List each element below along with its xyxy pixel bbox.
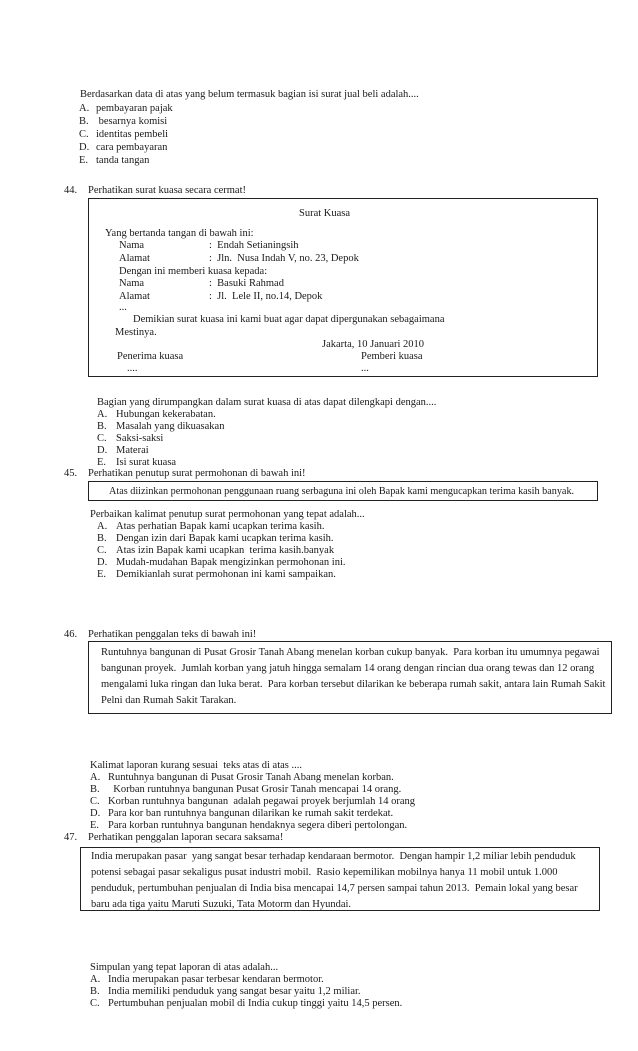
q43-option-e-letter: E.	[79, 155, 89, 166]
q46-option-d: Para kor ban runtuhnya bangunan dilarikan ke rumah sakit terdekat.	[108, 808, 394, 819]
q43-question: Berdasarkan data di atas yang belum termasuk bagian isi surat jual beli adalah....	[80, 89, 419, 100]
q47-text	[91, 849, 578, 913]
q47-option-c-letter: C.	[90, 998, 100, 1009]
q47-text-line-1: India merupakan pasar yang sangat besar terhadap kendaraan bermotor. Dengan hampir 1,2 miliar lebih penduduk	[91, 851, 576, 862]
q46-number: 46.	[64, 629, 78, 640]
q45-option-c-letter: C.	[97, 545, 107, 556]
q46-prompt: Perhatikan penggalan teks di bawah ini!	[88, 629, 257, 640]
q47-prompt: Perhatikan penggalan laporan secara saksama!	[88, 832, 284, 843]
q46-question: Kalimat laporan kurang sesuai teks atas di atas ....	[90, 760, 302, 771]
letter-name-label-2: Nama	[119, 278, 145, 289]
letter-address-label-2: Alamat	[119, 291, 150, 302]
q46-option-b-letter: B.	[90, 784, 100, 795]
letter-receiver: Penerima kuasa	[117, 351, 184, 362]
q43-option-c: identitas pembeli	[96, 129, 169, 140]
q47-option-b: India memiliki penduduk yang sangat besar yaitu 1,2 miliar.	[108, 986, 361, 997]
q43-option-e: tanda tangan	[96, 155, 150, 166]
q46-text-box	[88, 641, 612, 714]
letter-giver-dots: ...	[361, 363, 369, 374]
letter-blank-dots: ...	[119, 302, 127, 313]
q47-question: Simpulan yang tepat laporan di atas adalah...	[90, 962, 279, 973]
letter-mid: Dengan ini memberi kuasa kepada:	[119, 266, 268, 277]
q44-option-e-letter: E.	[97, 457, 107, 468]
q44-option-a-letter: A.	[97, 409, 108, 420]
q47-text-box	[80, 847, 600, 911]
q46-text-line-4: Pelni dan Rumah Sakit Tarakan.	[101, 695, 237, 706]
letter-place-date: Jakarta, 10 Januari 2010	[322, 339, 425, 350]
q46-text	[101, 645, 605, 709]
letter-giver: Pemberi kuasa	[361, 351, 423, 362]
q47-text-line-4: baru ada tiga yaitu Maruti Suzuki, Tata Motorm dan Hyundai.	[91, 899, 352, 910]
q46-text-line-2: bangunan proyek. Jumlah korban yang jatuh hingga semalam 14 orang dengan rincian dua orang tewas dan 12 orang	[101, 663, 595, 674]
q47-option-a: India merupakan pasar terbesar kendaran bermotor.	[108, 974, 324, 985]
q45-option-c: Atas izin Bapak kami ucapkan terima kasih.banyak	[116, 545, 335, 556]
q46-option-b: Korban runtuhnya bangunan Pusat Grosir Tanah mencapai 14 orang.	[108, 784, 402, 795]
letter-receiver-dots: ....	[127, 363, 138, 374]
q46-option-d-letter: D.	[90, 808, 101, 819]
letter-closing-2: Mestinya.	[115, 327, 157, 338]
letter-address-value-1: : Jln. Nusa Indah V, no. 23, Depok	[209, 253, 359, 264]
q46-option-a: Runtuhnya bangunan di Pusat Grosir Tanah Abang menelan korban.	[108, 772, 394, 783]
q44-prompt: Perhatikan surat kuasa secara cermat!	[88, 185, 247, 196]
letter-closing-1: Demikian surat kuasa ini kami buat agar dapat dipergunakan sebagaimana	[133, 314, 445, 325]
q44-option-d-letter: D.	[97, 445, 108, 456]
letter-address-label-1: Alamat	[119, 253, 150, 264]
q45-closing-box	[88, 481, 598, 501]
q43-option-a-letter: A.	[79, 103, 90, 114]
q44-option-e: Isi surat kuasa	[116, 457, 177, 468]
q44-option-a: Hubungan kekerabatan.	[116, 409, 216, 420]
q45-question: Perbaikan kalimat penutup surat permohonan yang tepat adalah...	[90, 509, 365, 520]
q45-closing-text: Atas diizinkan permohonan penggunaan ruang serbaguna ini oleh Bapak kami mengucapkan terima kasih banyak.	[109, 486, 575, 497]
q43-option-b: besarnya komisi	[96, 116, 168, 127]
q44-option-c-letter: C.	[97, 433, 107, 444]
q47-option-b-letter: B.	[90, 986, 100, 997]
q47-text-line-2: potensi sebagai pasar sekaligus pusat industri mobil. Rasio kepemilikan mobilnya hanya 11 mobil untuk 1.000	[91, 867, 558, 878]
q46-option-e: Para korban runtuhnya bangunan hendaknya segera diberi pertolongan.	[108, 820, 408, 831]
q45-option-b-letter: B.	[97, 533, 107, 544]
q47-number: 47.	[64, 832, 78, 843]
q45-prompt: Perhatikan penutup surat permohonan di bawah ini!	[88, 468, 306, 479]
q44-letter-box	[88, 198, 598, 377]
q44-option-b-letter: B.	[97, 421, 107, 432]
q44-option-c: Saksi-saksi	[116, 433, 164, 444]
q43-option-b-letter: B.	[79, 116, 89, 127]
q43-option-d-letter: D.	[79, 142, 90, 153]
q45-option-e: Demikianlah surat permohonan ini kami sampaikan.	[116, 569, 336, 580]
q44-number: 44.	[64, 185, 78, 196]
q45-option-d: Mudah-mudahan Bapak mengizinkan permohonan ini.	[116, 557, 346, 568]
q45-option-a-letter: A.	[97, 521, 108, 532]
q46-text-line-1: Runtuhnya bangunan di Pusat Grosir Tanah Abang menelan korban cukup banyak. Para korban itu umumnya pegawai	[101, 647, 600, 658]
q45-option-b: Dengan izin dari Bapak kami ucapkan terima kasih.	[116, 533, 334, 544]
q43-option-a: pembayaran pajak	[96, 103, 173, 114]
q43-option-c-letter: C.	[79, 129, 89, 140]
q47-option-a-letter: A.	[90, 974, 101, 985]
q46-option-c: Korban runtuhnya bangunan adalah pegawai proyek berjumlah 14 orang	[108, 796, 416, 807]
q43-option-d: cara pembayaran	[96, 142, 168, 153]
q44-option-d: Materai	[116, 445, 149, 456]
q45-option-a: Atas perhatian Bapak kami ucapkan terima kasih.	[116, 521, 325, 532]
q47-option-c: Pertumbuhan penjualan mobil di India cukup tinggi yaitu 14,5 persen.	[108, 998, 403, 1009]
letter-name-label-1: Nama	[119, 240, 145, 251]
q46-text-line-3: mengalami luka ringan dan luka berat. Para korban tersebut dilarikan ke beberapa rumah sakit, antara lain Rumah Sakit	[101, 679, 606, 690]
q47-text-line-3: penduduk, pertumbuhan penjualan di India bisa mencapai 14,7 persen sampai tahun 2013. Pemain lokal yang besar	[91, 883, 578, 894]
letter-address-value-2: : Jl. Lele II, no.14, Depok	[209, 291, 323, 302]
letter-name-value-1: : Endah Setianingsih	[209, 240, 299, 251]
q45-option-e-letter: E.	[97, 569, 107, 580]
q46-option-c-letter: C.	[90, 796, 100, 807]
q45-number: 45.	[64, 468, 78, 479]
letter-intro: Yang bertanda tangan di bawah ini:	[105, 228, 254, 239]
q45-option-d-letter: D.	[97, 557, 108, 568]
q44-option-b: Masalah yang dikuasakan	[116, 421, 225, 432]
letter-name-value-2: : Basuki Rahmad	[209, 278, 284, 289]
q46-option-a-letter: A.	[90, 772, 101, 783]
q44-question: Bagian yang dirumpangkan dalam surat kuasa di atas dapat dilengkapi dengan....	[97, 397, 437, 408]
letter-title: Surat Kuasa	[299, 208, 351, 219]
q46-option-e-letter: E.	[90, 820, 100, 831]
